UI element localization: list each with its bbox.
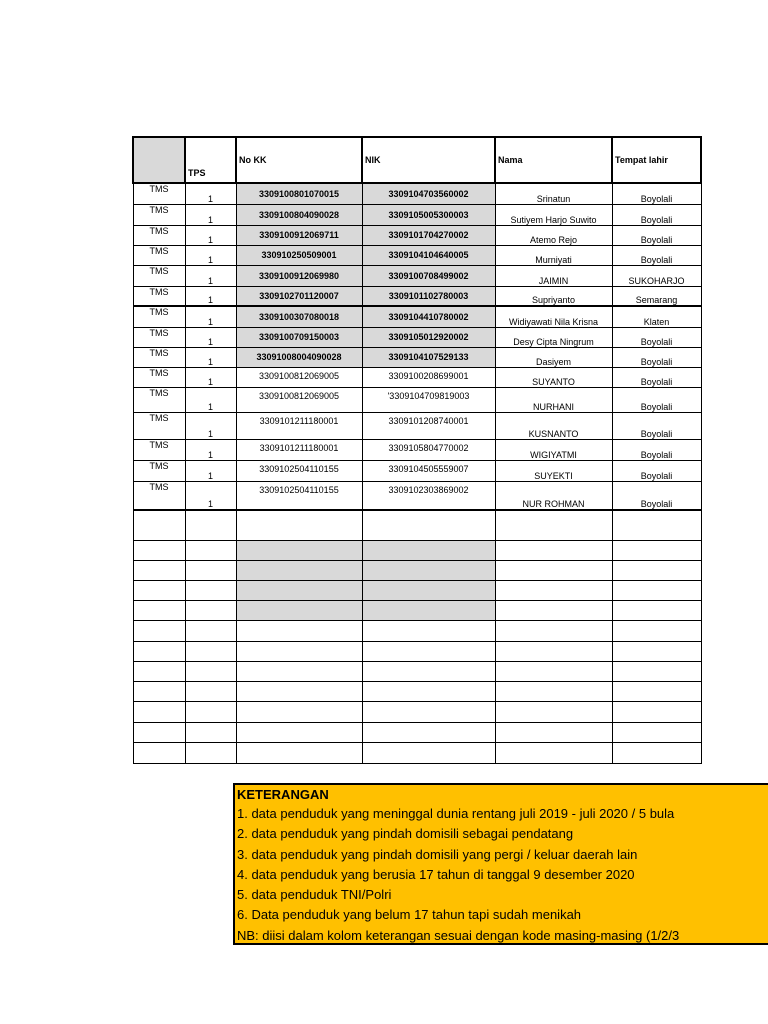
empty-cell[interactable] <box>495 600 612 620</box>
keterangan-line-1: 1. data penduduk yang meninggal dunia rentang juli 2019 - juli 2020 / 5 bula <box>237 806 675 821</box>
status-cell[interactable]: TMS <box>133 204 185 225</box>
empty-table-row <box>133 510 701 540</box>
nik-cell[interactable]: 3309104410780002 <box>362 306 495 327</box>
header-row <box>133 137 701 183</box>
voter-data-table <box>132 136 702 764</box>
empty-cell[interactable] <box>133 560 185 580</box>
empty-cell[interactable] <box>236 510 362 540</box>
empty-cell[interactable] <box>362 681 495 701</box>
empty-cell[interactable] <box>236 641 362 661</box>
empty-cell[interactable] <box>612 560 701 580</box>
tempat-lahir-cell[interactable]: Boyolali <box>612 204 701 225</box>
empty-cell[interactable] <box>612 661 701 681</box>
tempat-lahir-cell[interactable]: Boyolali <box>612 460 701 481</box>
empty-cell[interactable] <box>236 560 362 580</box>
keterangan-line-4: 4. data penduduk yang berusia 17 tahun di tanggal 9 desember 2020 <box>237 866 635 882</box>
empty-cell[interactable] <box>495 540 612 560</box>
status-cell[interactable]: TMS <box>133 327 185 347</box>
tps-cell[interactable]: 1 <box>185 183 236 204</box>
empty-cell[interactable] <box>362 722 495 742</box>
empty-cell[interactable] <box>133 600 185 620</box>
nik-cell[interactable]: '3309104709819003 <box>362 387 495 412</box>
keterangan-line-2: 2. data penduduk yang pindah domisili sebagai pendatang <box>237 826 574 842</box>
header-nik[interactable]: NIK <box>362 137 495 183</box>
status-cell[interactable]: TMS <box>133 347 185 367</box>
empty-cell[interactable] <box>185 540 236 560</box>
tempat-lahir-cell[interactable]: SUKOHARJO <box>612 265 701 286</box>
empty-cell[interactable] <box>362 580 495 600</box>
empty-cell[interactable] <box>133 742 185 763</box>
tps-cell[interactable]: 1 <box>185 367 236 387</box>
nik-cell[interactable]: 3309102303869002 <box>362 481 495 510</box>
keterangan-line-6: 6. Data penduduk yang belum 17 tahun tapi sudah menikah <box>237 907 582 923</box>
empty-cell[interactable] <box>612 540 701 560</box>
tps-cell[interactable]: 1 <box>185 245 236 265</box>
empty-cell[interactable] <box>185 510 236 540</box>
status-cell[interactable]: TMS <box>133 460 185 481</box>
status-cell[interactable]: TMS <box>133 245 185 265</box>
no-kk-cell[interactable]: 3309100912069711 <box>236 225 362 245</box>
table-row <box>133 367 701 387</box>
nama-cell[interactable]: Supriyanto <box>495 286 612 306</box>
no-kk-cell[interactable]: 3309100912069980 <box>236 265 362 286</box>
empty-cell[interactable] <box>495 701 612 722</box>
status-cell[interactable]: TMS <box>133 265 185 286</box>
empty-cell[interactable] <box>612 701 701 722</box>
empty-cell[interactable] <box>612 742 701 763</box>
nik-cell[interactable]: 3309104107529133 <box>362 347 495 367</box>
nama-cell[interactable]: Murniyati <box>495 245 612 265</box>
nama-cell[interactable]: Widiyawati Nila Krisna <box>495 306 612 327</box>
empty-cell[interactable] <box>236 722 362 742</box>
tps-cell[interactable]: 1 <box>185 387 236 412</box>
tempat-lahir-cell[interactable]: Boyolali <box>612 225 701 245</box>
empty-cell[interactable] <box>236 701 362 722</box>
empty-table-row <box>133 722 701 742</box>
no-kk-cell[interactable]: 3309100709150003 <box>236 327 362 347</box>
nama-cell[interactable]: SUYEKTI <box>495 460 612 481</box>
empty-cell[interactable] <box>236 600 362 620</box>
nama-cell[interactable]: SUYANTO <box>495 367 612 387</box>
nama-cell[interactable]: Desy Cipta Ningrum <box>495 327 612 347</box>
nama-cell[interactable]: WIGIYATMI <box>495 439 612 460</box>
empty-cell[interactable] <box>362 742 495 763</box>
empty-cell[interactable] <box>185 681 236 701</box>
empty-cell[interactable] <box>185 701 236 722</box>
tempat-lahir-cell[interactable]: Boyolali <box>612 347 701 367</box>
empty-cell[interactable] <box>133 722 185 742</box>
status-cell[interactable]: TMS <box>133 306 185 327</box>
empty-cell[interactable] <box>362 620 495 641</box>
table-row <box>133 347 701 367</box>
table-row <box>133 245 701 265</box>
status-cell[interactable]: TMS <box>133 367 185 387</box>
tempat-lahir-cell[interactable]: Semarang <box>612 286 701 306</box>
status-cell[interactable]: TMS <box>133 225 185 245</box>
empty-cell[interactable] <box>236 540 362 560</box>
no-kk-cell[interactable]: 3309100812069005 <box>236 387 362 412</box>
tempat-lahir-cell[interactable]: Boyolali <box>612 412 701 439</box>
empty-cell[interactable] <box>185 722 236 742</box>
empty-cell[interactable] <box>133 540 185 560</box>
empty-cell[interactable] <box>495 641 612 661</box>
tempat-lahir-cell[interactable]: Boyolali <box>612 481 701 510</box>
nama-cell[interactable]: Srinatun <box>495 183 612 204</box>
tps-cell[interactable]: 1 <box>185 347 236 367</box>
empty-cell[interactable] <box>185 580 236 600</box>
empty-table-row <box>133 681 701 701</box>
keterangan-line-3: 3. data penduduk yang pindah domisili yang pergi / keluar daerah lain <box>237 846 638 862</box>
table-row <box>133 306 701 327</box>
table-row <box>133 204 701 225</box>
header-status[interactable] <box>133 137 185 183</box>
header-tps[interactable]: TPS <box>185 137 236 183</box>
header-nama[interactable]: Nama <box>495 137 612 183</box>
nik-cell[interactable]: 3309104104640005 <box>362 245 495 265</box>
table-row <box>133 387 701 412</box>
nik-cell[interactable]: 3309101704270002 <box>362 225 495 245</box>
status-cell[interactable]: TMS <box>133 439 185 460</box>
empty-cell[interactable] <box>612 600 701 620</box>
table-row <box>133 412 701 439</box>
tps-cell[interactable]: 1 <box>185 460 236 481</box>
nama-cell[interactable]: Sutiyem Harjo Suwito <box>495 204 612 225</box>
nama-cell[interactable]: KUSNANTO <box>495 412 612 439</box>
header-no-kk[interactable]: No KK <box>236 137 362 183</box>
empty-cell[interactable] <box>612 681 701 701</box>
empty-cell[interactable] <box>133 681 185 701</box>
no-kk-cell[interactable]: 330910250509001 <box>236 245 362 265</box>
no-kk-cell[interactable]: 3309102701120007 <box>236 286 362 306</box>
table-row <box>133 439 701 460</box>
nik-cell[interactable]: 3309105005300003 <box>362 204 495 225</box>
nik-cell[interactable]: 3309105012920002 <box>362 327 495 347</box>
no-kk-cell[interactable]: 3309101211180001 <box>236 412 362 439</box>
tps-cell[interactable]: 1 <box>185 204 236 225</box>
empty-cell[interactable] <box>362 600 495 620</box>
nik-cell[interactable]: 3309100708499002 <box>362 265 495 286</box>
empty-cell[interactable] <box>495 661 612 681</box>
empty-cell[interactable] <box>133 661 185 681</box>
keterangan-title: KETERANGAN <box>237 787 329 802</box>
empty-table-row <box>133 560 701 580</box>
nama-cell[interactable]: Dasiyem <box>495 347 612 367</box>
no-kk-cell[interactable]: 3309102504110155 <box>236 481 362 510</box>
empty-cell[interactable] <box>495 722 612 742</box>
nama-cell[interactable]: NURHANI <box>495 387 612 412</box>
no-kk-cell[interactable]: 3309100307080018 <box>236 306 362 327</box>
table-row <box>133 225 701 245</box>
no-kk-cell[interactable]: 3309101211180001 <box>236 439 362 460</box>
table-row <box>133 286 701 306</box>
empty-cell[interactable] <box>236 580 362 600</box>
empty-cell[interactable] <box>612 620 701 641</box>
keterangan-line-5: 5. data penduduk TNI/Polri <box>237 887 392 903</box>
table-row <box>133 327 701 347</box>
empty-cell[interactable] <box>495 580 612 600</box>
nama-cell[interactable]: Atemo Rejo <box>495 225 612 245</box>
empty-cell[interactable] <box>362 540 495 560</box>
table-row <box>133 265 701 286</box>
empty-cell[interactable] <box>236 661 362 681</box>
tempat-lahir-cell[interactable]: Klaten <box>612 306 701 327</box>
nik-cell[interactable]: 3309101102780003 <box>362 286 495 306</box>
empty-cell[interactable] <box>133 580 185 600</box>
keterangan-box <box>233 783 768 945</box>
keterangan-line-nb: NB: diisi dalam kolom keterangan sesuai dengan kode masing-masing (1/2/3 <box>237 927 680 943</box>
empty-cell[interactable] <box>612 510 701 540</box>
tempat-lahir-cell[interactable]: Boyolali <box>612 367 701 387</box>
empty-cell[interactable] <box>185 600 236 620</box>
empty-cell[interactable] <box>185 560 236 580</box>
empty-cell[interactable] <box>236 681 362 701</box>
empty-cell[interactable] <box>362 560 495 580</box>
empty-cell[interactable] <box>362 701 495 722</box>
nik-cell[interactable]: 3309104505559007 <box>362 460 495 481</box>
empty-table-row <box>133 620 701 641</box>
status-cell[interactable]: TMS <box>133 286 185 306</box>
no-kk-cell[interactable]: 3309102504110155 <box>236 460 362 481</box>
empty-table-row <box>133 701 701 722</box>
nik-cell[interactable]: 3309105804770002 <box>362 439 495 460</box>
empty-cell[interactable] <box>133 510 185 540</box>
empty-cell[interactable] <box>495 681 612 701</box>
empty-table-row <box>133 742 701 763</box>
empty-cell[interactable] <box>236 742 362 763</box>
empty-cell[interactable] <box>133 701 185 722</box>
nama-cell[interactable]: JAIMIN <box>495 265 612 286</box>
tps-cell[interactable]: 1 <box>185 412 236 439</box>
nama-cell[interactable]: NUR ROHMAN <box>495 481 612 510</box>
empty-cell[interactable] <box>133 620 185 641</box>
empty-cell[interactable] <box>362 641 495 661</box>
status-cell[interactable]: TMS <box>133 183 185 204</box>
tempat-lahir-cell[interactable]: Boyolali <box>612 439 701 460</box>
empty-cell[interactable] <box>495 510 612 540</box>
nik-cell[interactable]: 3309100208699001 <box>362 367 495 387</box>
empty-cell[interactable] <box>495 560 612 580</box>
table-row <box>133 481 701 510</box>
no-kk-cell[interactable]: 3309100804090028 <box>236 204 362 225</box>
status-cell[interactable]: TMS <box>133 387 185 412</box>
table-row <box>133 460 701 481</box>
status-cell[interactable]: TMS <box>133 481 185 510</box>
empty-cell[interactable] <box>612 641 701 661</box>
table-row <box>133 183 701 204</box>
tps-cell[interactable]: 1 <box>185 265 236 286</box>
header-tempat-lahir[interactable]: Tempat lahir <box>612 137 701 183</box>
no-kk-cell[interactable]: 33091008004090028 <box>236 347 362 367</box>
nik-cell[interactable]: 3309104703560002 <box>362 183 495 204</box>
empty-table-row <box>133 600 701 620</box>
tempat-lahir-cell[interactable]: Boyolali <box>612 387 701 412</box>
tps-cell[interactable]: 1 <box>185 481 236 510</box>
status-cell[interactable]: TMS <box>133 412 185 439</box>
empty-table-row <box>133 641 701 661</box>
empty-cell[interactable] <box>133 641 185 661</box>
tempat-lahir-cell[interactable]: Boyolali <box>612 183 701 204</box>
empty-cell[interactable] <box>185 661 236 681</box>
no-kk-cell[interactable]: 3309100801070015 <box>236 183 362 204</box>
empty-cell[interactable] <box>185 641 236 661</box>
tps-cell[interactable]: 1 <box>185 306 236 327</box>
empty-cell[interactable] <box>495 742 612 763</box>
tps-cell[interactable]: 1 <box>185 225 236 245</box>
empty-cell[interactable] <box>362 661 495 681</box>
empty-cell[interactable] <box>185 620 236 641</box>
empty-table-row <box>133 580 701 600</box>
empty-cell[interactable] <box>612 722 701 742</box>
nik-cell[interactable]: 3309101208740001 <box>362 412 495 439</box>
empty-cell[interactable] <box>495 620 612 641</box>
empty-table-row <box>133 540 701 560</box>
tps-cell[interactable]: 1 <box>185 286 236 306</box>
empty-cell[interactable] <box>362 510 495 540</box>
empty-cell[interactable] <box>236 620 362 641</box>
empty-cell[interactable] <box>185 742 236 763</box>
tempat-lahir-cell[interactable]: Boyolali <box>612 245 701 265</box>
tps-cell[interactable]: 1 <box>185 439 236 460</box>
tempat-lahir-cell[interactable]: Boyolali <box>612 327 701 347</box>
tps-cell[interactable]: 1 <box>185 327 236 347</box>
empty-table-row <box>133 661 701 681</box>
no-kk-cell[interactable]: 3309100812069005 <box>236 367 362 387</box>
empty-cell[interactable] <box>612 580 701 600</box>
